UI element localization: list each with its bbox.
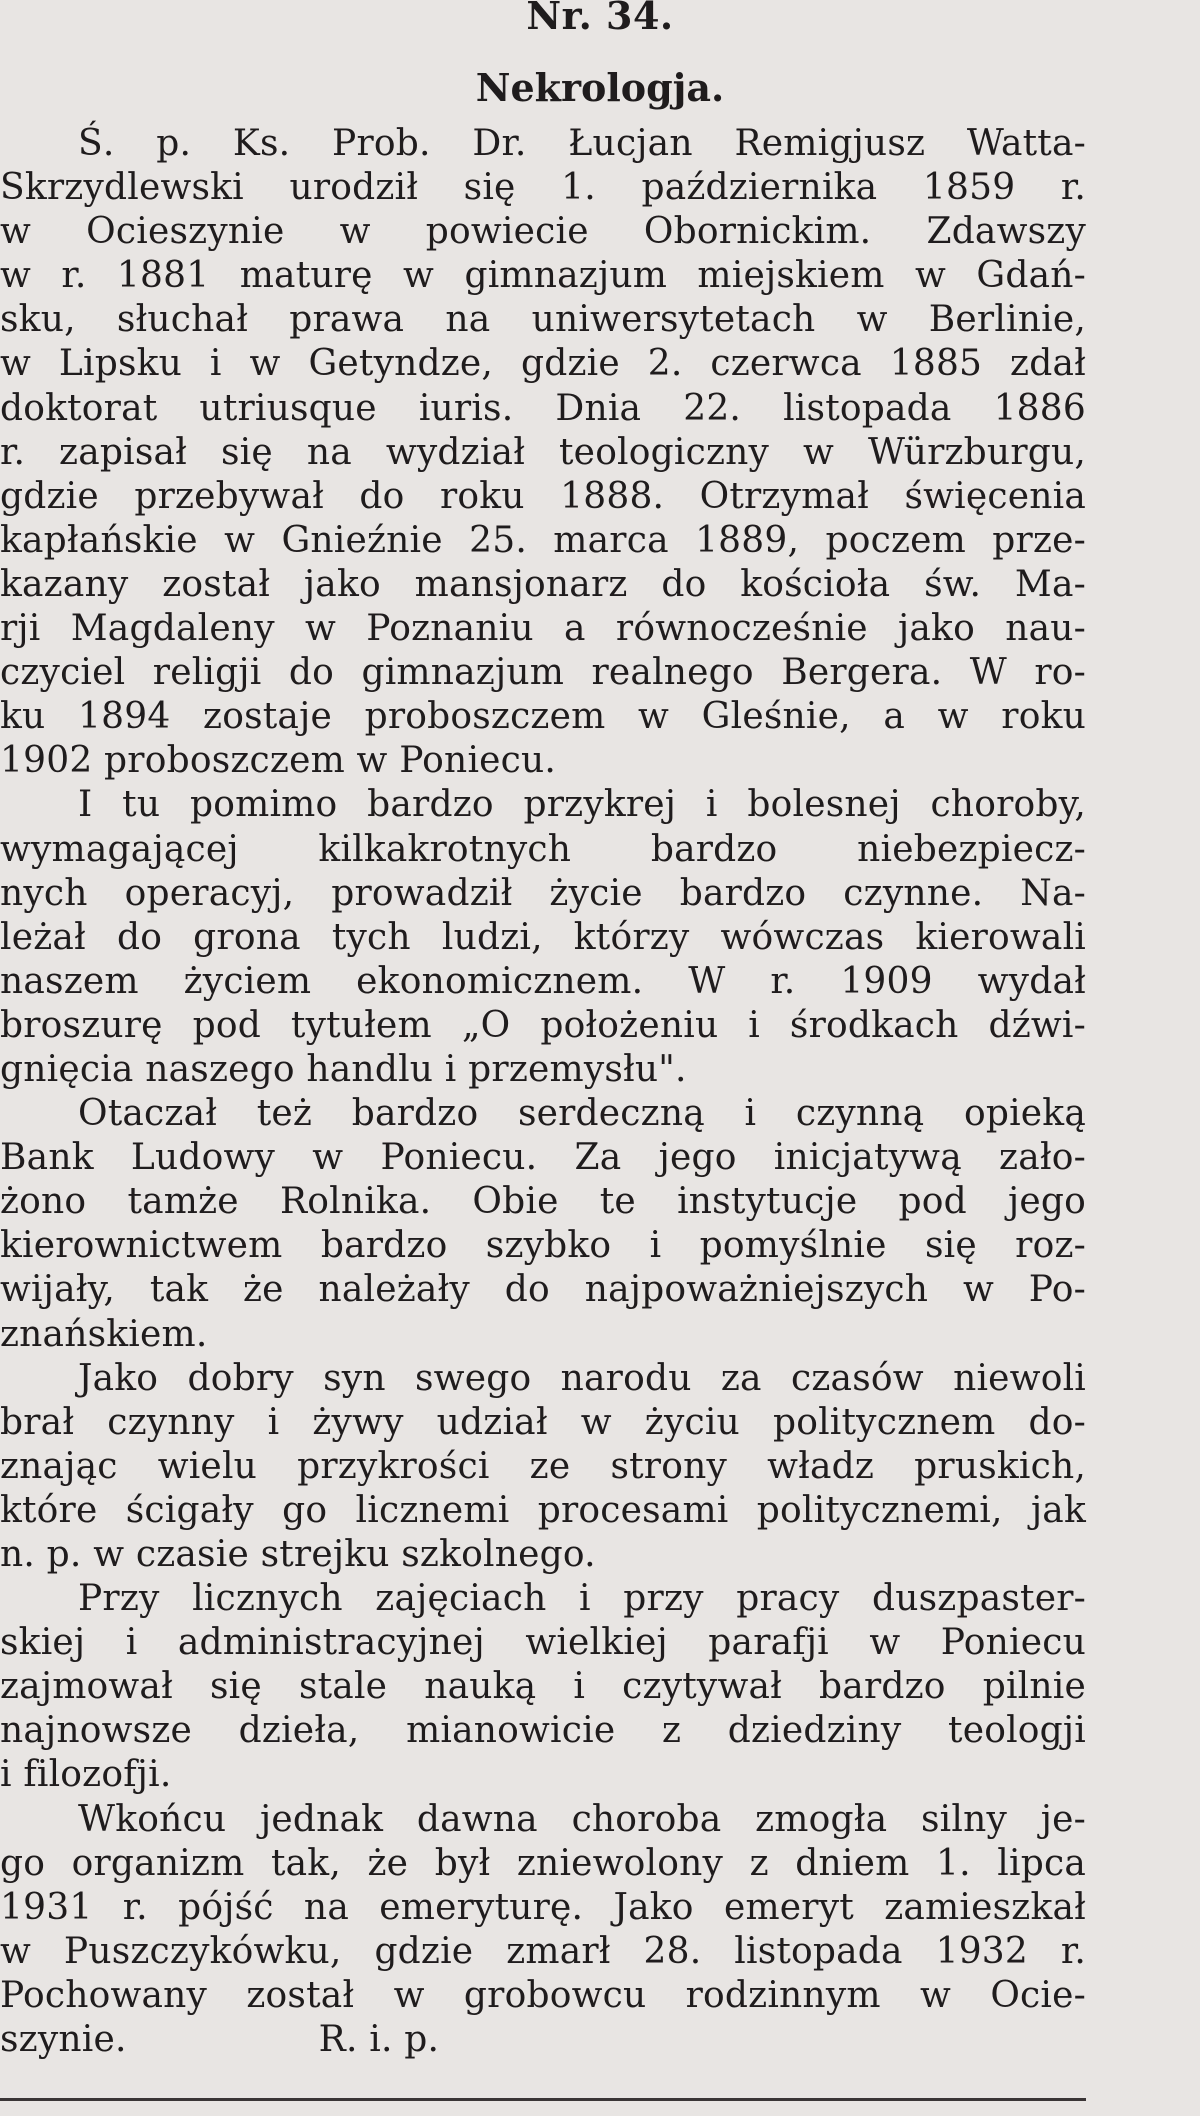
- article-last-line: [0, 2018, 1086, 2062]
- article-line: n. p. w czasie strejku szkolnego.: [0, 1534, 596, 1575]
- article-line: gnięcia naszego handlu i przemysłu".: [0, 1048, 687, 1090]
- section-title: Nekrologja.: [475, 65, 725, 110]
- article-line: znańskiem.: [0, 1313, 208, 1355]
- article-line: ku 1894 zostaje proboszczem w Gleśnie, a w roku: [0, 696, 1086, 738]
- article-line: I tu pomimo bardzo przykrej i bolesnej choroby,: [78, 784, 1086, 826]
- article-line: w Puszczykówku, gdzie zmarł 28. listopada 1932 r.: [0, 1930, 1086, 1972]
- article-line: sku, słuchał prawa na uniwersytetach w Berlinie,: [0, 299, 1086, 341]
- article-line: Bank Ludowy w Poniecu. Za jego inicjatywą zało-: [0, 1137, 1086, 1179]
- article-line: Skrzydlewski urodził się 1. października 1859 r.: [0, 167, 1086, 209]
- article-line: Wkońcu jednak dawna choroba zmogła silny je-: [78, 1798, 1086, 1840]
- article-line: znając wielu przykrości ze strony władz pruskich,: [0, 1445, 1086, 1487]
- article-line: r. zapisał się na wydział teologiczny w Würzburgu,: [0, 431, 1086, 473]
- article-line: w r. 1881 maturę w gimnazjum miejskiem w Gdań-: [0, 255, 1086, 297]
- article-line: które ścigały go licznemi procesami politycznemi, jak: [0, 1489, 1086, 1531]
- article-line: 1931 r. pójść na emeryturę. Jako emeryt zamieszkał: [0, 1886, 1086, 1928]
- article-line: go organizm tak, że był zniewolony z dniem 1. lipca: [0, 1842, 1086, 1884]
- article-line: naszem życiem ekonomicznem. W r. 1909 wydał: [0, 960, 1086, 1002]
- article-line: brał czynny i żywy udział w życiu politycznem do-: [0, 1401, 1086, 1443]
- article-line: doktorat utriusque iuris. Dnia 22. listopada 1886: [0, 387, 1086, 429]
- article-line: 1902 proboszczem w Poniecu.: [0, 740, 557, 782]
- article-line: w Lipsku i w Getyndze, gdzie 2. czerwca 1885 zdał: [0, 343, 1086, 385]
- article-line: czyciel religji do gimnazjum realnego Bergera. W ro-: [0, 652, 1086, 694]
- article-line: kazany został jako mansjonarz do kościoła św. Ma-: [0, 563, 1086, 605]
- article-line: nych operacyj, prowadził życie bardzo czynne. Na-: [0, 872, 1086, 914]
- article-line: Przy licznych zajęciach i przy pracy duszpaster-: [78, 1578, 1086, 1620]
- article-line: skiej i administracyjnej wielkiej parafji w Poniecu: [0, 1622, 1086, 1664]
- article-line: Pochowany został w grobowcu rodzinnym w Ocie-: [0, 1974, 1086, 2016]
- article-line: w Ocieszynie w powiecie Obornickim. Zdawszy: [0, 211, 1086, 253]
- article-line: leżał do grona tych ludzi, którzy wówczas kierowali: [0, 916, 1086, 958]
- article-line: Jako dobry syn swego narodu za czasów niewoli: [78, 1357, 1086, 1399]
- issue-number: Nr. 34.: [526, 0, 674, 38]
- article-line: szynie.: [0, 2019, 127, 2061]
- article-line: broszurę pod tytułem „O położeniu i środkach dźwi-: [0, 1004, 1086, 1046]
- article-line: i filozofji.: [0, 1754, 172, 1796]
- article-line: żono tamże Rolnika. Obie te instytucje pod jego: [0, 1181, 1086, 1223]
- article-line: najnowsze dzieła, mianowicie z dziedziny teologji: [0, 1710, 1086, 1752]
- article-line: Ś. p. Ks. Prob. Dr. Łucjan Remigjusz Watta-: [78, 123, 1086, 164]
- bottom-rule: [0, 2098, 1086, 2101]
- article-line: wijały, tak że należały do najpoważniejszych w Po-: [0, 1269, 1086, 1311]
- closing-formula: R. i. p.: [318, 2019, 440, 2061]
- article-line: zajmował się stale nauką i czytywał bardzo pilnie: [0, 1666, 1086, 1708]
- article-line: wymagającej kilkakrotnych bardzo niebezpiecz-: [0, 828, 1086, 870]
- article-line: Otaczał też bardzo serdeczną i czynną opieką: [78, 1093, 1086, 1135]
- obituary-article: [0, 122, 1086, 2062]
- article-line: kapłańskie w Gnieźnie 25. marca 1889, poczem prze-: [0, 519, 1086, 561]
- article-line: rji Magdaleny w Poznaniu a równocześnie jako nau-: [0, 608, 1086, 650]
- article-line: gdzie przebywał do roku 1888. Otrzymał święcenia: [0, 475, 1086, 517]
- article-line: kierownictwem bardzo szybko i pomyślnie się roz-: [0, 1225, 1086, 1267]
